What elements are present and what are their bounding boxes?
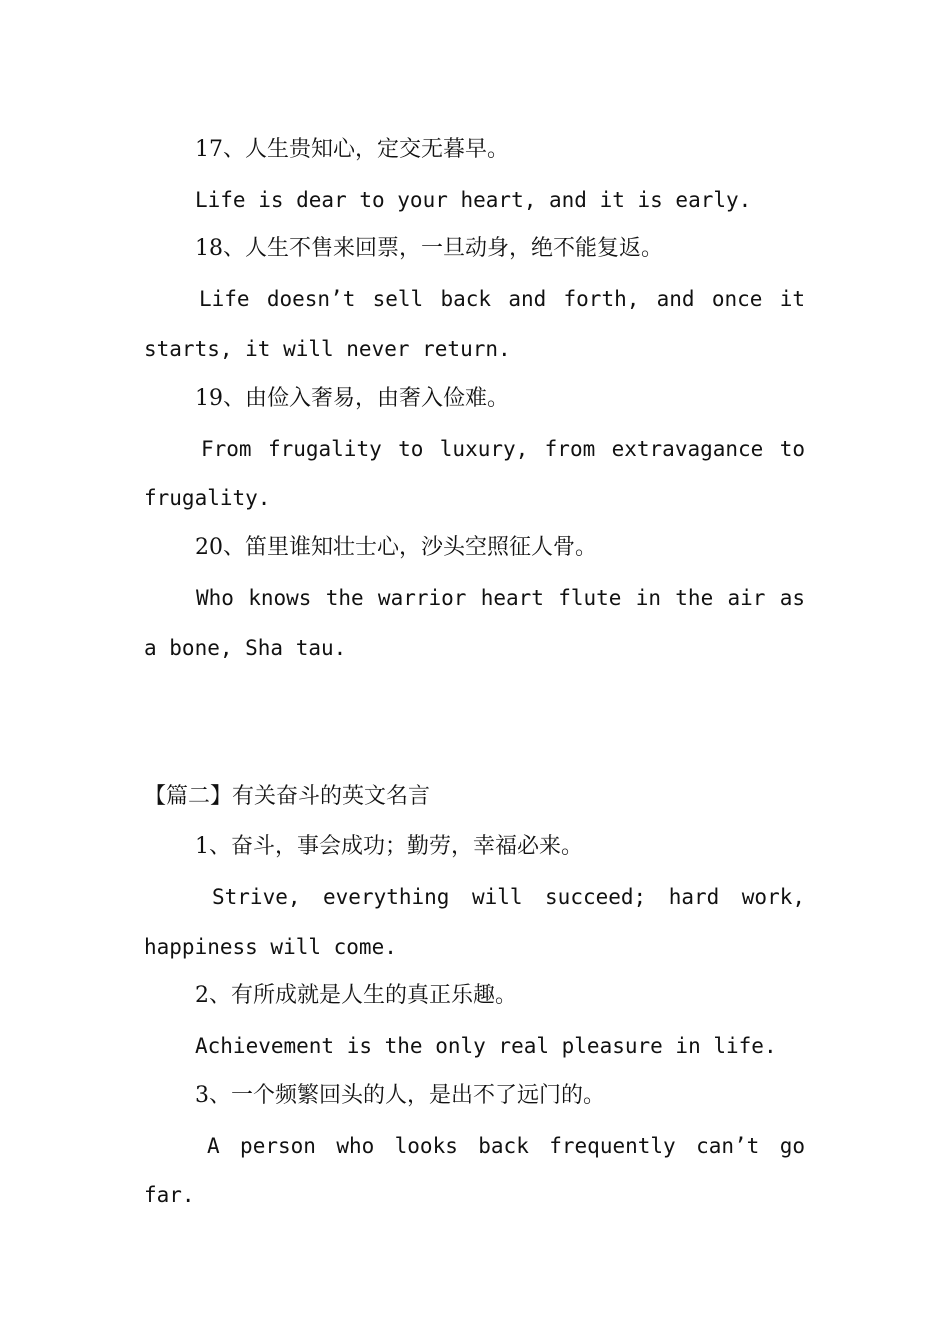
quote-19-english-line2: frugality. [144,486,271,510]
quote-17-chinese: 17、人生贵知心，定交无暮早。 [195,137,509,162]
quote-20-english-line1: Who knows the warrior heart flute in the air as [196,586,805,610]
quote-2-english: Achievement is the only real pleasure in life. [195,1034,777,1058]
section-heading: 【篇二】有关奋斗的英文名言 [144,784,431,809]
quote-1-english-line2: happiness will come. [144,935,397,959]
quote-19-english-line1: From frugality to luxury, from extravagance to [201,437,805,461]
quote-18-english-line1: Life doesn’t sell back and forth, and once it [199,287,805,311]
quote-3-english-line1: A person who looks back frequently can’t go [207,1134,805,1158]
quote-18-english-line2: starts, it will never return. [144,337,511,361]
quote-20-chinese: 20、笛里谁知壮士心，沙头空照征人骨。 [195,535,597,560]
quote-2-chinese: 2、有所成就是人生的真正乐趣。 [195,983,517,1008]
quote-3-chinese: 3、一个频繁回头的人，是出不了远门的。 [195,1083,605,1108]
quote-17-english: Life is dear to your heart, and it is early. [195,188,752,212]
quote-1-chinese: 1、奋斗，事会成功；勤劳，幸福必来。 [195,834,583,859]
quote-20-english-line2: a bone, Sha tau. [144,636,347,660]
quote-1-english-line1: Strive, everything will succeed; hard work, [212,885,805,909]
quote-3-english-line2: far. [144,1183,195,1207]
quote-18-chinese: 18、人生不售来回票，一旦动身，绝不能复返。 [195,236,663,261]
quote-19-chinese: 19、由俭入奢易，由奢入俭难。 [195,386,509,411]
